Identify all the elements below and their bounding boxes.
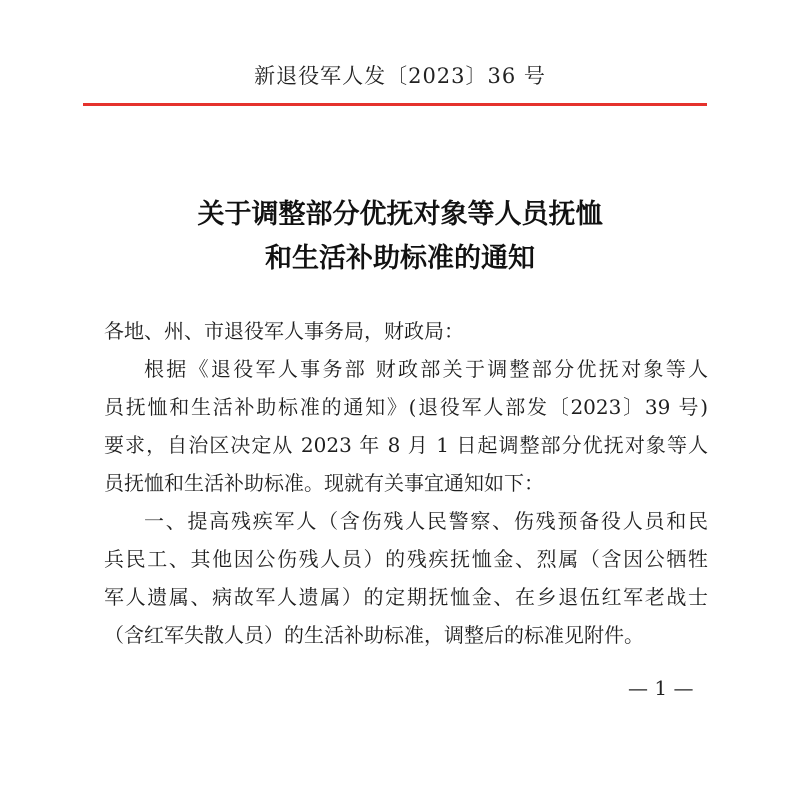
page-number: — 1 — xyxy=(628,676,694,700)
document-title xyxy=(0,193,800,281)
salutation xyxy=(104,312,708,350)
paragraph-2-line: 军人遗属、病故军人遗属）的定期抚恤金、在乡退伍红军老战士 xyxy=(104,585,708,609)
title-line-1: 关于调整部分优抚对象等人员抚恤 xyxy=(197,199,603,230)
paragraph-1 xyxy=(104,350,708,502)
title-line-2: 和生活补助标准的通知 xyxy=(265,243,535,274)
paragraph-2 xyxy=(104,502,708,654)
paragraph-1-line: 要求，自治区决定从 2023 年 8 月 1 日起调整部分优抚对象等人 xyxy=(104,433,708,457)
red-separator-line xyxy=(83,103,707,106)
paragraph-2-line: 一、提高残疾军人（含伤残人民警察、伤残预备役人员和民 xyxy=(144,509,708,533)
paragraph-2-line: 兵民工、其他因公伤残人员）的残疾抚恤金、烈属（含因公牺牲 xyxy=(104,547,708,571)
paragraph-1-line: 员抚恤和生活补助标准的通知》(退役军人部发〔2023〕39 号) xyxy=(104,395,708,419)
paragraph-1-line: 根据《退役军人事务部 财政部关于调整部分优抚对象等人 xyxy=(144,357,708,381)
paragraph-1-line: 员抚恤和生活补助标准。现就有关事宜通知如下： xyxy=(104,471,544,495)
paragraph-2-line: （含红军失散人员）的生活补助标准，调整后的标准见附件。 xyxy=(104,623,644,647)
salutation-text: 各地、州、市退役军人事务局，财政局： xyxy=(104,319,464,343)
document-number: 新退役军人发〔2023〕36 号 xyxy=(254,64,546,88)
